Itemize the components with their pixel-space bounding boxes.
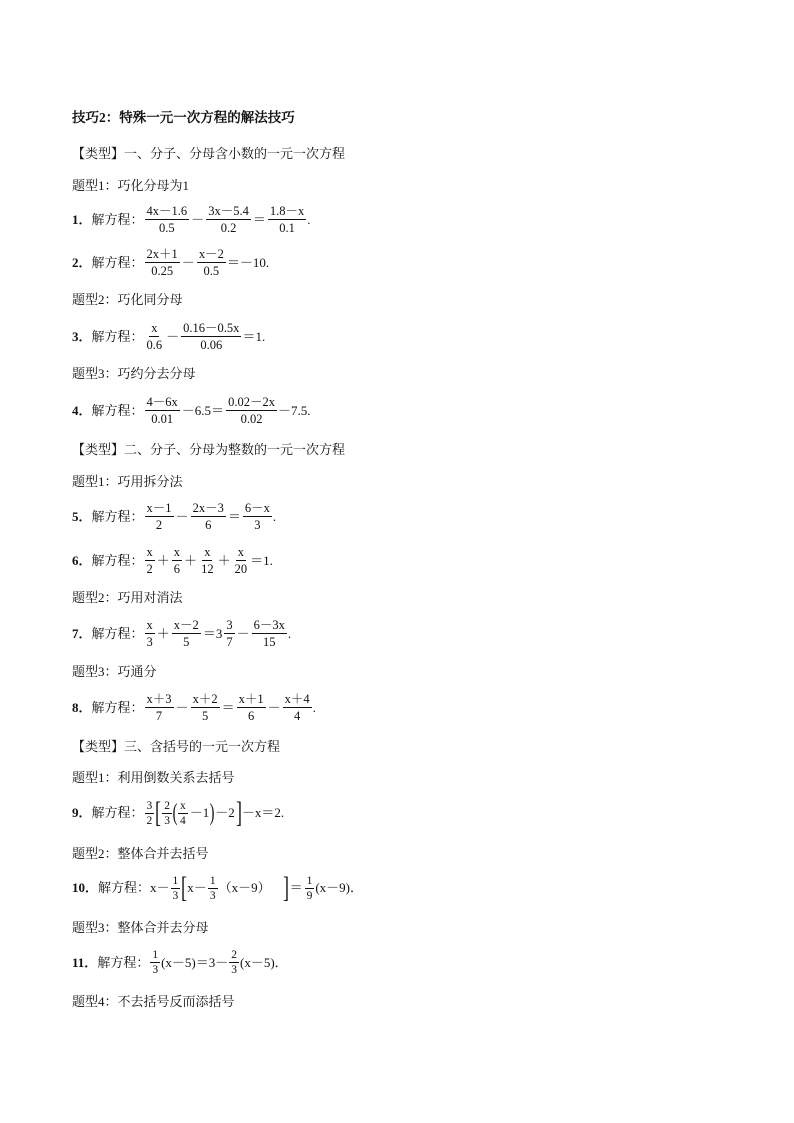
fraction: [162, 800, 172, 827]
denominator: 0.5: [203, 264, 220, 278]
expression-part: （x－9）: [218, 880, 271, 895]
fraction: [145, 321, 165, 352]
expression-part: x－: [187, 880, 207, 895]
type-heading: 题型2：巧化同分母: [72, 292, 183, 307]
denominator: 3: [254, 518, 261, 532]
fraction: [268, 204, 306, 235]
expression-tail: －x＝2.: [241, 805, 285, 820]
numerator: 1: [152, 949, 159, 961]
problem-10: 10 ． 解方程： x－ $\frac{1}{3}$ [ x－ $\frac{1}{3}$ （x－9） ] ＝ $\frac{1}{9}$ (x－9)．: [72, 871, 364, 904]
numerator: 6－3x: [253, 618, 285, 632]
fraction: [145, 247, 180, 278]
problem-label: 解方程：: [97, 954, 150, 970]
denominator: 2: [146, 814, 153, 827]
numerator: 1: [306, 874, 313, 887]
denominator: 12: [201, 562, 214, 576]
problem-4: 4 ． 解方程： $\frac{4-6x}{0.01}$ －6.5＝ $\frac{0.02-2x}{0.02}$ －7.5.: [72, 395, 311, 426]
type-heading: 题型1：利用倒数关系去括号: [72, 770, 235, 785]
problem-number: 3: [72, 328, 79, 344]
expression-tail: .: [287, 625, 292, 641]
numerator: x: [173, 545, 181, 559]
numerator: 4－6x: [146, 395, 178, 409]
problem-1: 1 ． 解方程： $\frac{4x-1.6}{0.5}$ － $\frac{3x-5.4}{0.2}$ ＝ $\frac{1.8-x}{0.1}$ .: [72, 204, 311, 235]
numerator: x: [237, 545, 244, 559]
numerator: 1: [172, 874, 179, 887]
denominator: 7: [226, 635, 233, 649]
problem-label: 解方程：: [91, 254, 144, 270]
fraction: [224, 618, 234, 649]
fraction: [145, 618, 155, 649]
problem-2: 2 ． 解方程： $\frac{2x+1}{0.25}$ － $\frac{x-2}{0.5}$ ＝－10.: [72, 247, 270, 278]
problem-number: 1: [72, 211, 79, 227]
numerator: x＋2: [192, 692, 218, 706]
numerator: x: [180, 799, 186, 812]
denominator: 15: [262, 635, 276, 649]
problem-number: 10: [72, 880, 85, 895]
denominator: 3: [209, 889, 216, 902]
numerator: 1.8－x: [269, 204, 305, 218]
denominator: 0.5: [159, 221, 175, 235]
denominator: 3: [231, 964, 237, 976]
section-heading-2: 【类型】二、分子、分母为整数的一元一次方程: [72, 442, 346, 457]
fraction: [191, 692, 220, 723]
problem-number: 4: [72, 402, 79, 418]
fraction: [283, 692, 312, 723]
expression-tail: －7.5.: [277, 402, 311, 418]
fraction: [206, 204, 251, 235]
left-paren: (: [172, 800, 178, 826]
fraction: [145, 204, 190, 235]
numerator: 3: [226, 618, 233, 632]
right-bracket: ]: [282, 871, 289, 904]
expression-part: (x－5)＝3－: [161, 954, 229, 970]
fraction: [178, 800, 188, 827]
denominator: 9: [306, 889, 313, 902]
problem-6: 6 ． 解方程： $\frac{x}{2}$ ＋ $\frac{x}{6}$ ＋ $\frac{x}{12}$ ＋ $\frac{x}{20}$ ＝1.: [72, 545, 273, 576]
operator: ＝: [289, 880, 303, 895]
operator: ＝: [227, 508, 241, 524]
operator: －: [236, 625, 250, 641]
numerator: 3: [146, 799, 153, 812]
right-bracket: ]: [235, 796, 242, 829]
fraction: [150, 949, 160, 976]
fraction: [181, 321, 241, 352]
problem-label: 解方程：: [91, 508, 144, 524]
problem-number: 7: [72, 625, 79, 641]
left-bracket: [: [155, 796, 162, 829]
denominator: 7: [155, 709, 163, 723]
operator: ＋: [184, 552, 198, 568]
numerator: 2x－3: [192, 501, 224, 515]
expression-tail: (x－5)．: [240, 954, 288, 970]
expression-tail: .: [312, 699, 316, 715]
operator: ＋: [156, 625, 170, 641]
problem-5: 5 ． 解方程： $\frac{x-1}{2}$ － $\frac{2x-3}{6}$ ＝ $\frac{6-x}{3}$ .: [72, 501, 277, 532]
expression-tail: ＝1.: [250, 552, 273, 568]
numerator: 0.16－0.5x: [183, 321, 240, 335]
denominator: 3: [172, 889, 179, 902]
type-heading: 题型1：巧化分母为1: [72, 178, 190, 193]
problem-label: 解方程：: [91, 211, 144, 227]
expression-tail: .: [307, 211, 311, 227]
operator: ＝: [221, 699, 235, 715]
operator: ＝: [252, 211, 266, 227]
denominator: 0.6: [146, 338, 163, 352]
problem-number: 2: [72, 254, 79, 270]
denominator: 0.1: [279, 221, 295, 235]
numerator: x: [151, 321, 158, 335]
numerator: x－2: [173, 618, 199, 632]
type-heading: 题型1：巧用拆分法: [72, 474, 183, 489]
section-heading-1: 【类型】一、分子、分母含小数的一元一次方程: [72, 146, 346, 161]
problem-number: 6: [72, 552, 79, 568]
denominator: 4: [294, 709, 301, 723]
fraction: [243, 501, 272, 532]
fraction: [252, 618, 287, 649]
fraction: [208, 875, 218, 902]
problem-label: 解方程：: [91, 552, 144, 568]
fraction: [145, 692, 174, 723]
numerator: 2: [164, 799, 171, 812]
expression-part: x－: [150, 880, 170, 895]
operator: －6.5＝: [181, 402, 225, 418]
numerator: 1: [209, 874, 216, 887]
fraction: [229, 949, 239, 976]
fraction: [172, 545, 182, 576]
numerator: x＋1: [238, 692, 264, 706]
denominator: 6: [205, 518, 212, 532]
problem-label: 解方程：: [98, 880, 151, 895]
expression-tail: ＝－10.: [226, 254, 270, 270]
fraction: [199, 545, 216, 576]
denominator: 3: [164, 814, 171, 827]
numerator: x: [204, 545, 211, 559]
numerator: x＋4: [284, 692, 310, 706]
problem-label: 解方程：: [91, 699, 144, 715]
problem-label: 解方程：: [91, 805, 144, 820]
operator: ＋: [217, 552, 231, 568]
type-heading: 题型3：巧约分去分母: [72, 366, 196, 381]
denominator: 6: [247, 709, 255, 723]
fraction: [145, 395, 180, 426]
numerator: 0.02－2x: [228, 395, 275, 409]
denominator: 0.06: [200, 338, 223, 352]
numerator: 2: [231, 949, 237, 961]
problem-number: 8: [72, 699, 79, 715]
problem-8: 8 ． 解方程： $\frac{x+3}{7}$ － $\frac{x+2}{5}$ ＝ $\frac{x+1}{6}$ － $\frac{x+4}{4}$ .: [72, 692, 316, 723]
fraction: [237, 692, 266, 723]
numerator: x＋3: [146, 692, 172, 706]
problem-label: 解方程：: [91, 625, 144, 641]
fraction: [191, 501, 226, 532]
numerator: 2x＋1: [146, 247, 178, 261]
fraction: [197, 247, 226, 278]
expression-tail: .: [272, 508, 277, 524]
type-heading: 题型2：整体合并去括号: [72, 846, 209, 861]
problem-label: 解方程：: [91, 328, 144, 344]
denominator: 2: [146, 562, 153, 576]
problem-9: 9 ． 解方程： $\frac{3}{2}$ [ $\frac{2}{3}$ ( $\frac{x}{4}$ －1 ) －2 ] －x＝2.: [72, 796, 285, 829]
denominator: 0.01: [151, 412, 174, 426]
operator: －1: [189, 805, 210, 820]
numerator: 3x－5.4: [208, 204, 249, 218]
fraction: [145, 800, 155, 827]
denominator: 0.2: [220, 221, 237, 235]
type-heading: 题型3：整体合并去分母: [72, 920, 209, 935]
left-bracket: [: [181, 871, 188, 904]
problem-number: 11: [72, 954, 85, 970]
page-title: 技巧2：特殊一元一次方程的解法技巧: [72, 110, 295, 125]
type-heading: 题型3：巧通分: [72, 664, 157, 679]
right-paren: ): [209, 800, 215, 826]
numerator: x: [146, 545, 153, 559]
fraction: [172, 618, 201, 649]
operator: ＋: [156, 552, 170, 568]
numerator: 6－x: [244, 501, 270, 515]
fraction: [145, 501, 174, 532]
problem-label: 解方程：: [91, 402, 144, 418]
fraction: [145, 545, 155, 576]
operator: －: [175, 508, 189, 524]
denominator: 4: [180, 814, 186, 827]
numerator: x－1: [146, 501, 172, 515]
operator: －: [175, 699, 189, 715]
operator: －: [191, 211, 205, 227]
denominator: 0.02: [240, 412, 263, 426]
denominator: 3: [152, 964, 159, 976]
problem-3: 3 ． 解方程： $\frac{x}{0.6}$ － $\frac{0.16-0.5x}{0.06}$ ＝1.: [72, 321, 266, 352]
denominator: 0.25: [151, 264, 174, 278]
numerator: 4x－1.6: [146, 204, 188, 218]
denominator: 5: [201, 709, 209, 723]
problem-7: 7 ． 解方程： $\frac{x}{3}$ ＋ $\frac{x-2}{5}$ ＝3 $\frac{3}{7}$ － $\frac{6-3x}{15}$ .: [72, 618, 292, 649]
operator: －: [181, 254, 195, 270]
denominator: 20: [234, 562, 248, 576]
numerator: x－2: [198, 247, 224, 261]
denominator: 3: [146, 635, 153, 649]
denominator: 6: [173, 562, 181, 576]
type-heading: 题型4：不去括号反而添括号: [72, 994, 235, 1009]
fraction: [226, 395, 277, 426]
fraction: [305, 875, 315, 902]
type-heading: 题型2：巧用对消法: [72, 590, 183, 605]
fraction: [233, 545, 250, 576]
numerator: x: [146, 618, 153, 632]
operator: －2: [215, 805, 235, 820]
problem-number: 9: [72, 805, 79, 820]
problem-number: 5: [72, 508, 79, 524]
expression-tail: (x－9)．: [315, 880, 364, 895]
problem-11: 11 ． 解方程： $\frac{1}{3}$ (x－5)＝3－ $\frac{2}{3}$ (x－5)．: [72, 949, 288, 976]
expression-tail: ＝1.: [242, 328, 266, 344]
fraction: [171, 875, 181, 902]
section-heading-3: 【类型】三、含括号的一元一次方程: [72, 739, 281, 754]
operator: －: [166, 328, 180, 344]
operator: ＝3: [202, 625, 223, 641]
denominator: 5: [183, 635, 190, 649]
denominator: 2: [155, 518, 163, 532]
operator: －: [267, 699, 281, 715]
